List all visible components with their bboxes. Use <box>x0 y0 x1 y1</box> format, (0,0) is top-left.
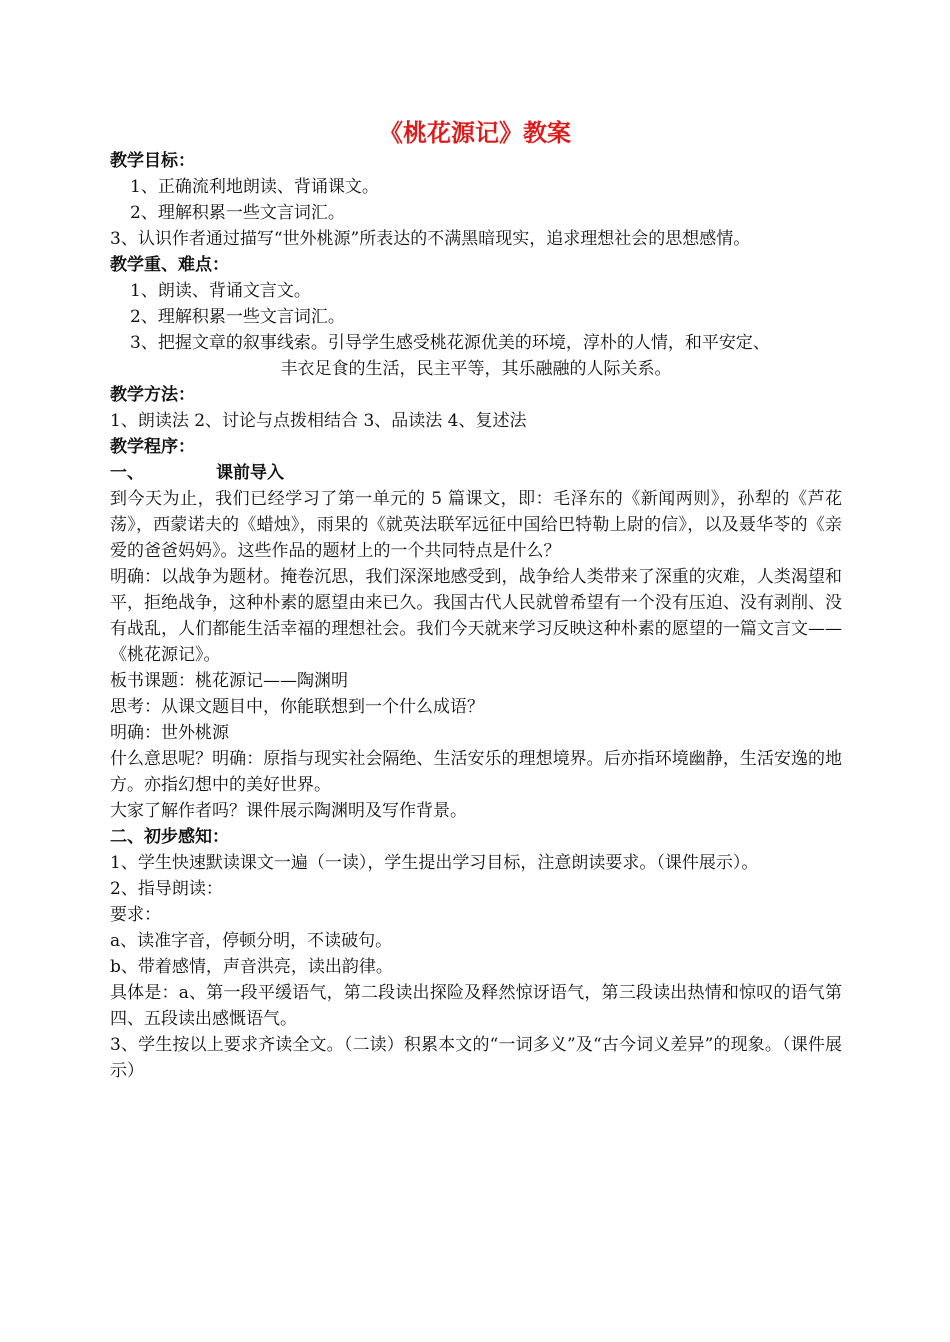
methods-text: 1、朗读法 2、讨论与点拨相结合 3、品读法 4、复述法 <box>110 411 527 431</box>
paragraph: b、带着感情，声音洪亮，读出韵律。 <box>110 957 393 977</box>
goals-heading: 教学目标： <box>110 151 195 171</box>
paragraph: 什么意思呢？明确：原指与现实社会隔绝、生活安乐的理想境界。后亦指环境幽静，生活安逸的地方。亦指幻想中的美好世界。 <box>110 749 842 795</box>
part1-heading <box>110 460 842 486</box>
paragraph: 到今天为止，我们已经学习了第一单元的 5 篇课文，即：毛泽东的《新闻两则》，孙犁的《芦花荡》，西蒙诺夫的《蜡烛》，雨果的《就英法联军远征中国给巴特勒上尉的信》，以及聂华苓的《亲爱的爸爸妈妈》。这些作品的题材上的一个共同特点是什么？ <box>110 489 842 561</box>
paragraph: 3、学生按以上要求齐读全文。（二读）积累本文的“一词多义”及“古今词义差异”的现象。（课件展示） <box>110 1035 842 1081</box>
paragraph: 具体是：a、第一段平缓语气，第二段读出探险及释然惊讶语气，第三段读出热情和惊叹的语气第四、五段读出感慨语气。 <box>110 983 842 1029</box>
paragraph: 1、学生快速默读课文一遍（一读），学生提出学习目标，注意朗读要求。（课件展示）。 <box>110 853 759 873</box>
part1-number: 一、 <box>110 463 144 483</box>
paragraph: 明确：以战争为题材。掩卷沉思，我们深深地感受到，战争给人类带来了深重的灾难，人类渴望和平，拒绝战争，这种朴素的愿望由来已久。我国古代人民就曾希望有一个没有压迫、没有剥削、没有战乱，人们都能生活幸福的理想社会。我们今天就来学习反映这种朴素的愿望的一篇文言文——《桃花源记》。 <box>110 567 842 665</box>
goal-item: 2、理解积累一些文言词汇。 <box>130 203 345 223</box>
paragraph: a、读准字音，停顿分明，不读破句。 <box>110 931 393 951</box>
paragraph: 2、指导朗读： <box>110 879 223 899</box>
key-point-item: 3、把握文章的叙事线索。引导学生感受桃花源优美的环境，淳朴的人情，和平安定、 <box>130 333 770 353</box>
part1-title: 课前导入 <box>216 463 284 483</box>
paragraph: 思考：从课文题目中，你能联想到一个什么成语？ <box>110 697 484 717</box>
key-points-heading: 教学重、难点： <box>110 255 229 275</box>
page-title: 《桃花源记》教案 <box>379 119 571 147</box>
methods-heading: 教学方法： <box>110 385 195 405</box>
key-point-item: 1、朗读、背诵文言文。 <box>130 281 311 301</box>
part2-heading: 二、初步感知： <box>110 827 229 847</box>
procedure-heading: 教学程序： <box>110 437 195 457</box>
paragraph: 要求： <box>110 905 161 925</box>
paragraph: 明确：世外桃源 <box>110 723 229 743</box>
key-point-item-continued: 丰衣足食的生活，民主平等，其乐融融的人际关系。 <box>280 359 672 379</box>
goal-item: 1、正确流利地朗读、背诵课文。 <box>130 177 379 197</box>
document-body <box>110 148 842 1084</box>
paragraph: 板书课题：桃花源记——陶渊明 <box>110 671 348 691</box>
goal-item: 3、认识作者通过描写“世外桃源”所表达的不满黑暗现实，追求理想社会的思想感情。 <box>110 229 751 249</box>
key-point-item: 2、理解积累一些文言词汇。 <box>130 307 345 327</box>
paragraph: 大家了解作者吗？课件展示陶渊明及写作背景。 <box>110 801 467 821</box>
